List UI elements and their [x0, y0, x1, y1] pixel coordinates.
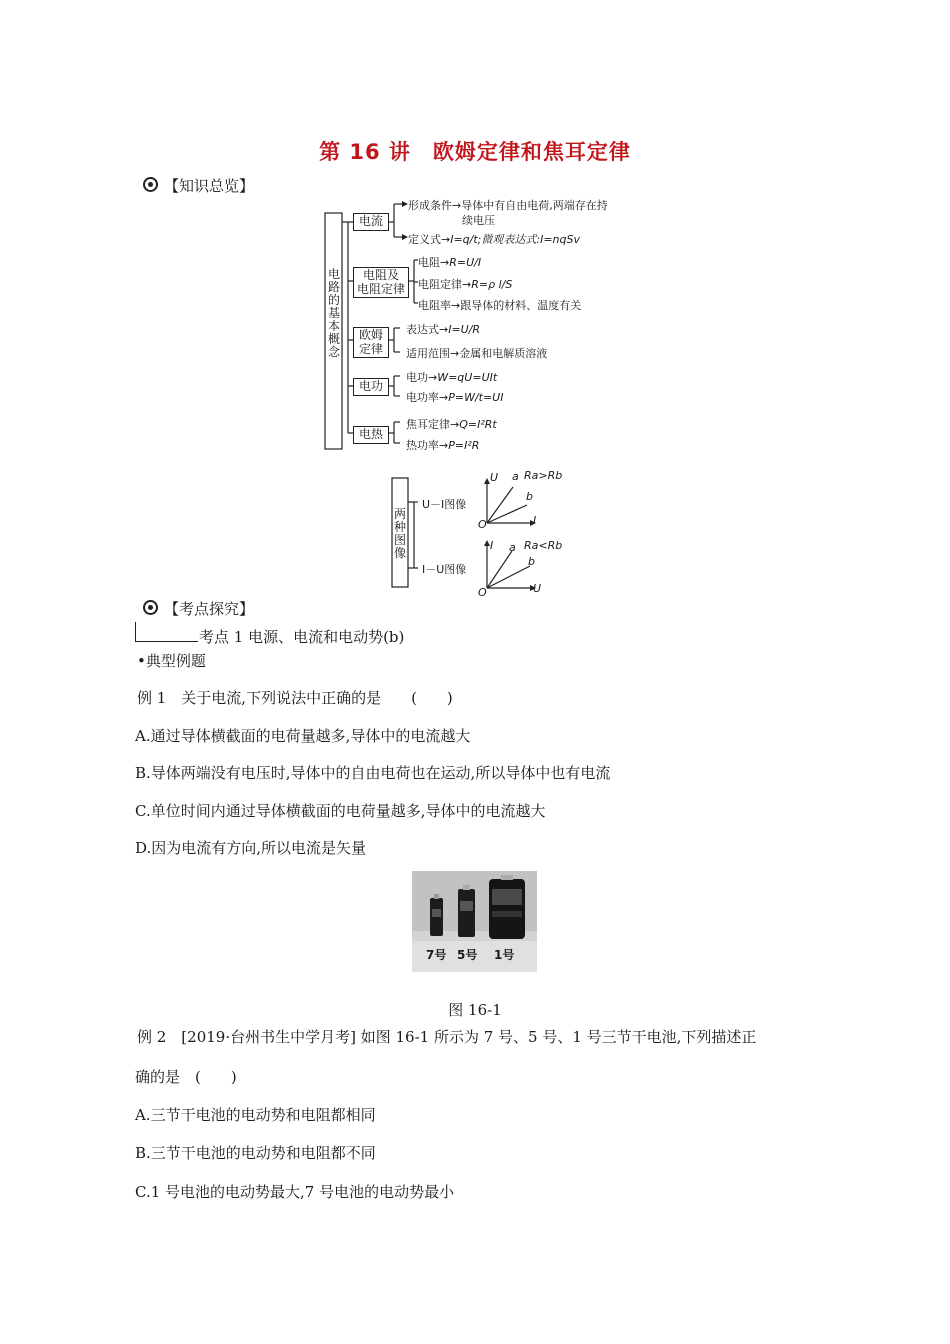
page-title: 第 16 讲 欧姆定律和焦耳定律: [319, 140, 631, 164]
kaodian-frame: [135, 622, 198, 642]
battery-label-5: 5号: [457, 948, 478, 962]
graph1-b-label: b: [526, 490, 533, 503]
resistance-rho: 电阻率→跟导体的材料、温度有关: [418, 299, 582, 312]
node-ohm: 欧姆 定律: [353, 327, 389, 358]
node-current: 电流: [353, 213, 389, 231]
section-overview-label: 【知识总览】: [164, 177, 255, 195]
work-w: 电功→W=qU=UIt: [406, 371, 498, 384]
ex2-option-a: A.三节干电池的电动势和电阻都相同: [135, 1106, 376, 1124]
heat-joule: 焦耳定律→Q=I²Rt: [406, 418, 497, 431]
section-explore-label: 【考点探究】: [164, 600, 255, 618]
graph1-a-label: a: [512, 470, 519, 483]
node-heat: 电热: [353, 426, 389, 444]
ex1-option-b: B.导体两端没有电压时,导体中的自由电荷也在运动,所以导体中也有电流: [135, 764, 611, 782]
ex2-option-c: C.1 号电池的电动势最大,7 号电池的电动势最小: [135, 1183, 455, 1201]
graph2-b-label: b: [528, 555, 535, 568]
battery-photo: [412, 871, 537, 972]
current-formation-cont: 续电压: [462, 214, 495, 227]
battery-label-1: 1号: [494, 948, 515, 962]
graph2-x-label: U: [533, 582, 542, 595]
work-p: 电功率→P=W/t=UI: [406, 391, 504, 404]
current-definition: 定义式→I=q/t;微观表达式:I=nqSv: [408, 233, 581, 246]
resistance-law: 电阻定律→R=ρ l/S: [418, 278, 513, 291]
figure-caption: 图 16-1: [448, 1001, 502, 1019]
heat-hp: 热功率→P=I²R: [406, 439, 480, 452]
typical-examples-heading: •典型例题: [137, 652, 206, 670]
graph2-y-label: I: [490, 539, 494, 552]
circle-bullet-icon: [143, 177, 158, 192]
section-explore: [143, 598, 254, 619]
graph1-y-label: U: [490, 471, 499, 484]
graphs-label: 两种图像: [393, 507, 406, 560]
ex2-stem-line2: 确的是 ( ): [135, 1068, 237, 1086]
circle-bullet-icon: [143, 600, 158, 615]
node-work: 电功: [353, 378, 389, 396]
ex1-option-a: A.通过导体横截面的电荷量越多,导体中的电流越大: [135, 727, 471, 745]
current-formation: 形成条件→导体中有自由电荷,两端存在持: [408, 199, 608, 212]
ohm-scope: 适用范围→金属和电解质溶液: [406, 347, 548, 360]
graph2-relation: Ra<Rb: [524, 539, 563, 552]
graph1-relation: Ra>Rb: [524, 469, 563, 482]
graph1-x-label: I: [533, 514, 537, 527]
ex1-option-d: D.因为电流有方向,所以电流是矢量: [135, 839, 367, 857]
ex2-option-b: B.三节干电池的电动势和电阻都不同: [135, 1144, 376, 1162]
node-resistance: 电阻及 电阻定律: [353, 267, 409, 298]
graph2-origin: O: [478, 586, 487, 599]
section-overview: [143, 175, 254, 196]
root-label: 电路的基本概念: [327, 267, 340, 359]
battery-label-7: 7号: [426, 948, 447, 962]
ohm-expr: 表达式→I=U/R: [406, 323, 481, 336]
graph1-origin: O: [478, 518, 487, 531]
resistance-r: 电阻→R=U/I: [418, 256, 482, 269]
ex1-stem: 例 1 关于电流,下列说法中正确的是 ( ): [137, 689, 453, 707]
kaodian-title: 考点 1 电源、电流和电动势(b): [199, 628, 405, 646]
graph-iu-label: I－U图像: [422, 563, 467, 576]
ex1-option-c: C.单位时间内通过导体横截面的电荷量越多,导体中的电流越大: [135, 802, 546, 820]
ex2-stem-line1: 例 2 [2019·台州书生中学月考] 如图 16-1 所示为 7 号、5 号、1 号三节干电池,下列描述正: [137, 1028, 757, 1046]
graph-ui-label: U－I图像: [422, 498, 467, 511]
graph2-a-label: a: [509, 541, 516, 554]
